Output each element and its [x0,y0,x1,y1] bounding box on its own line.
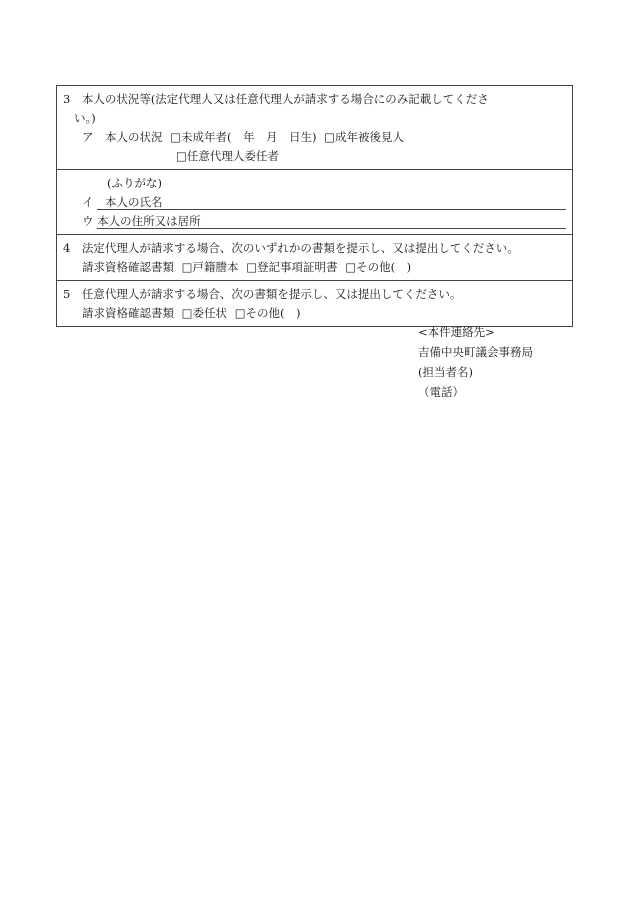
contact-office: 吉備中央町議会事務局 [418,345,533,359]
family-register-checkbox-option[interactable]: □戸籍謄本 [181,260,239,274]
adult-guardian-checkbox-option[interactable]: □成年被後見人 [324,130,405,144]
contact-block [418,322,533,402]
section-5-docs-label: 請求資格確認書類 [82,306,174,320]
section-3-principal-status [57,86,572,170]
section-4-docs-label: 請求資格確認書類 [82,260,174,274]
address-label: ウ 本人の住所又は居所 [82,214,201,228]
delegator-checkbox-option[interactable]: □任意代理人委任者 [176,149,279,163]
minor-checkbox-option[interactable]: □未成年者( 年 月 日生) [170,130,317,144]
section-5-voluntary-agent [57,281,572,326]
section-5-docs-row [63,304,572,323]
section-3-identity [57,170,572,235]
contact-person: (担当者名) [418,365,473,379]
name-row[interactable] [63,193,572,212]
address-row[interactable] [63,212,572,231]
contact-heading: <本件連絡先> [418,325,495,339]
section-3-heading: 3 本人の状況等(法定代理人又は任意代理人が請求する場合にのみ記載してくださ [63,92,489,106]
name-field-line[interactable] [97,209,566,210]
contact-phone: （電話） [418,385,464,399]
section-4-docs-row [63,258,572,277]
section-4-legal-agent [57,235,572,281]
status-row [63,128,572,147]
status-label: ア 本人の状況 [82,130,163,144]
section-5-text: 5 任意代理人が請求する場合、次の書類を提示し、又は提出してください。 [63,287,462,301]
section-4-text: 4 法定代理人が請求する場合、次のいずれかの書類を提示し、又は提出してください。 [63,241,519,255]
section-3-heading-cont: い。) [74,111,96,125]
request-form-table [56,85,573,327]
delegator-row [63,147,572,166]
section-5-other-checkbox-option[interactable]: □その他( ) [234,306,301,320]
address-field-line[interactable] [97,228,566,229]
power-of-attorney-checkbox-option[interactable]: □委任状 [181,306,228,320]
registry-certificate-checkbox-option[interactable]: □登記事項証明書 [246,260,338,274]
furigana-label: (ふりがな) [107,176,162,190]
section-4-other-checkbox-option[interactable]: □その他( ) [345,260,412,274]
name-label: イ 本人の氏名 [82,195,163,209]
